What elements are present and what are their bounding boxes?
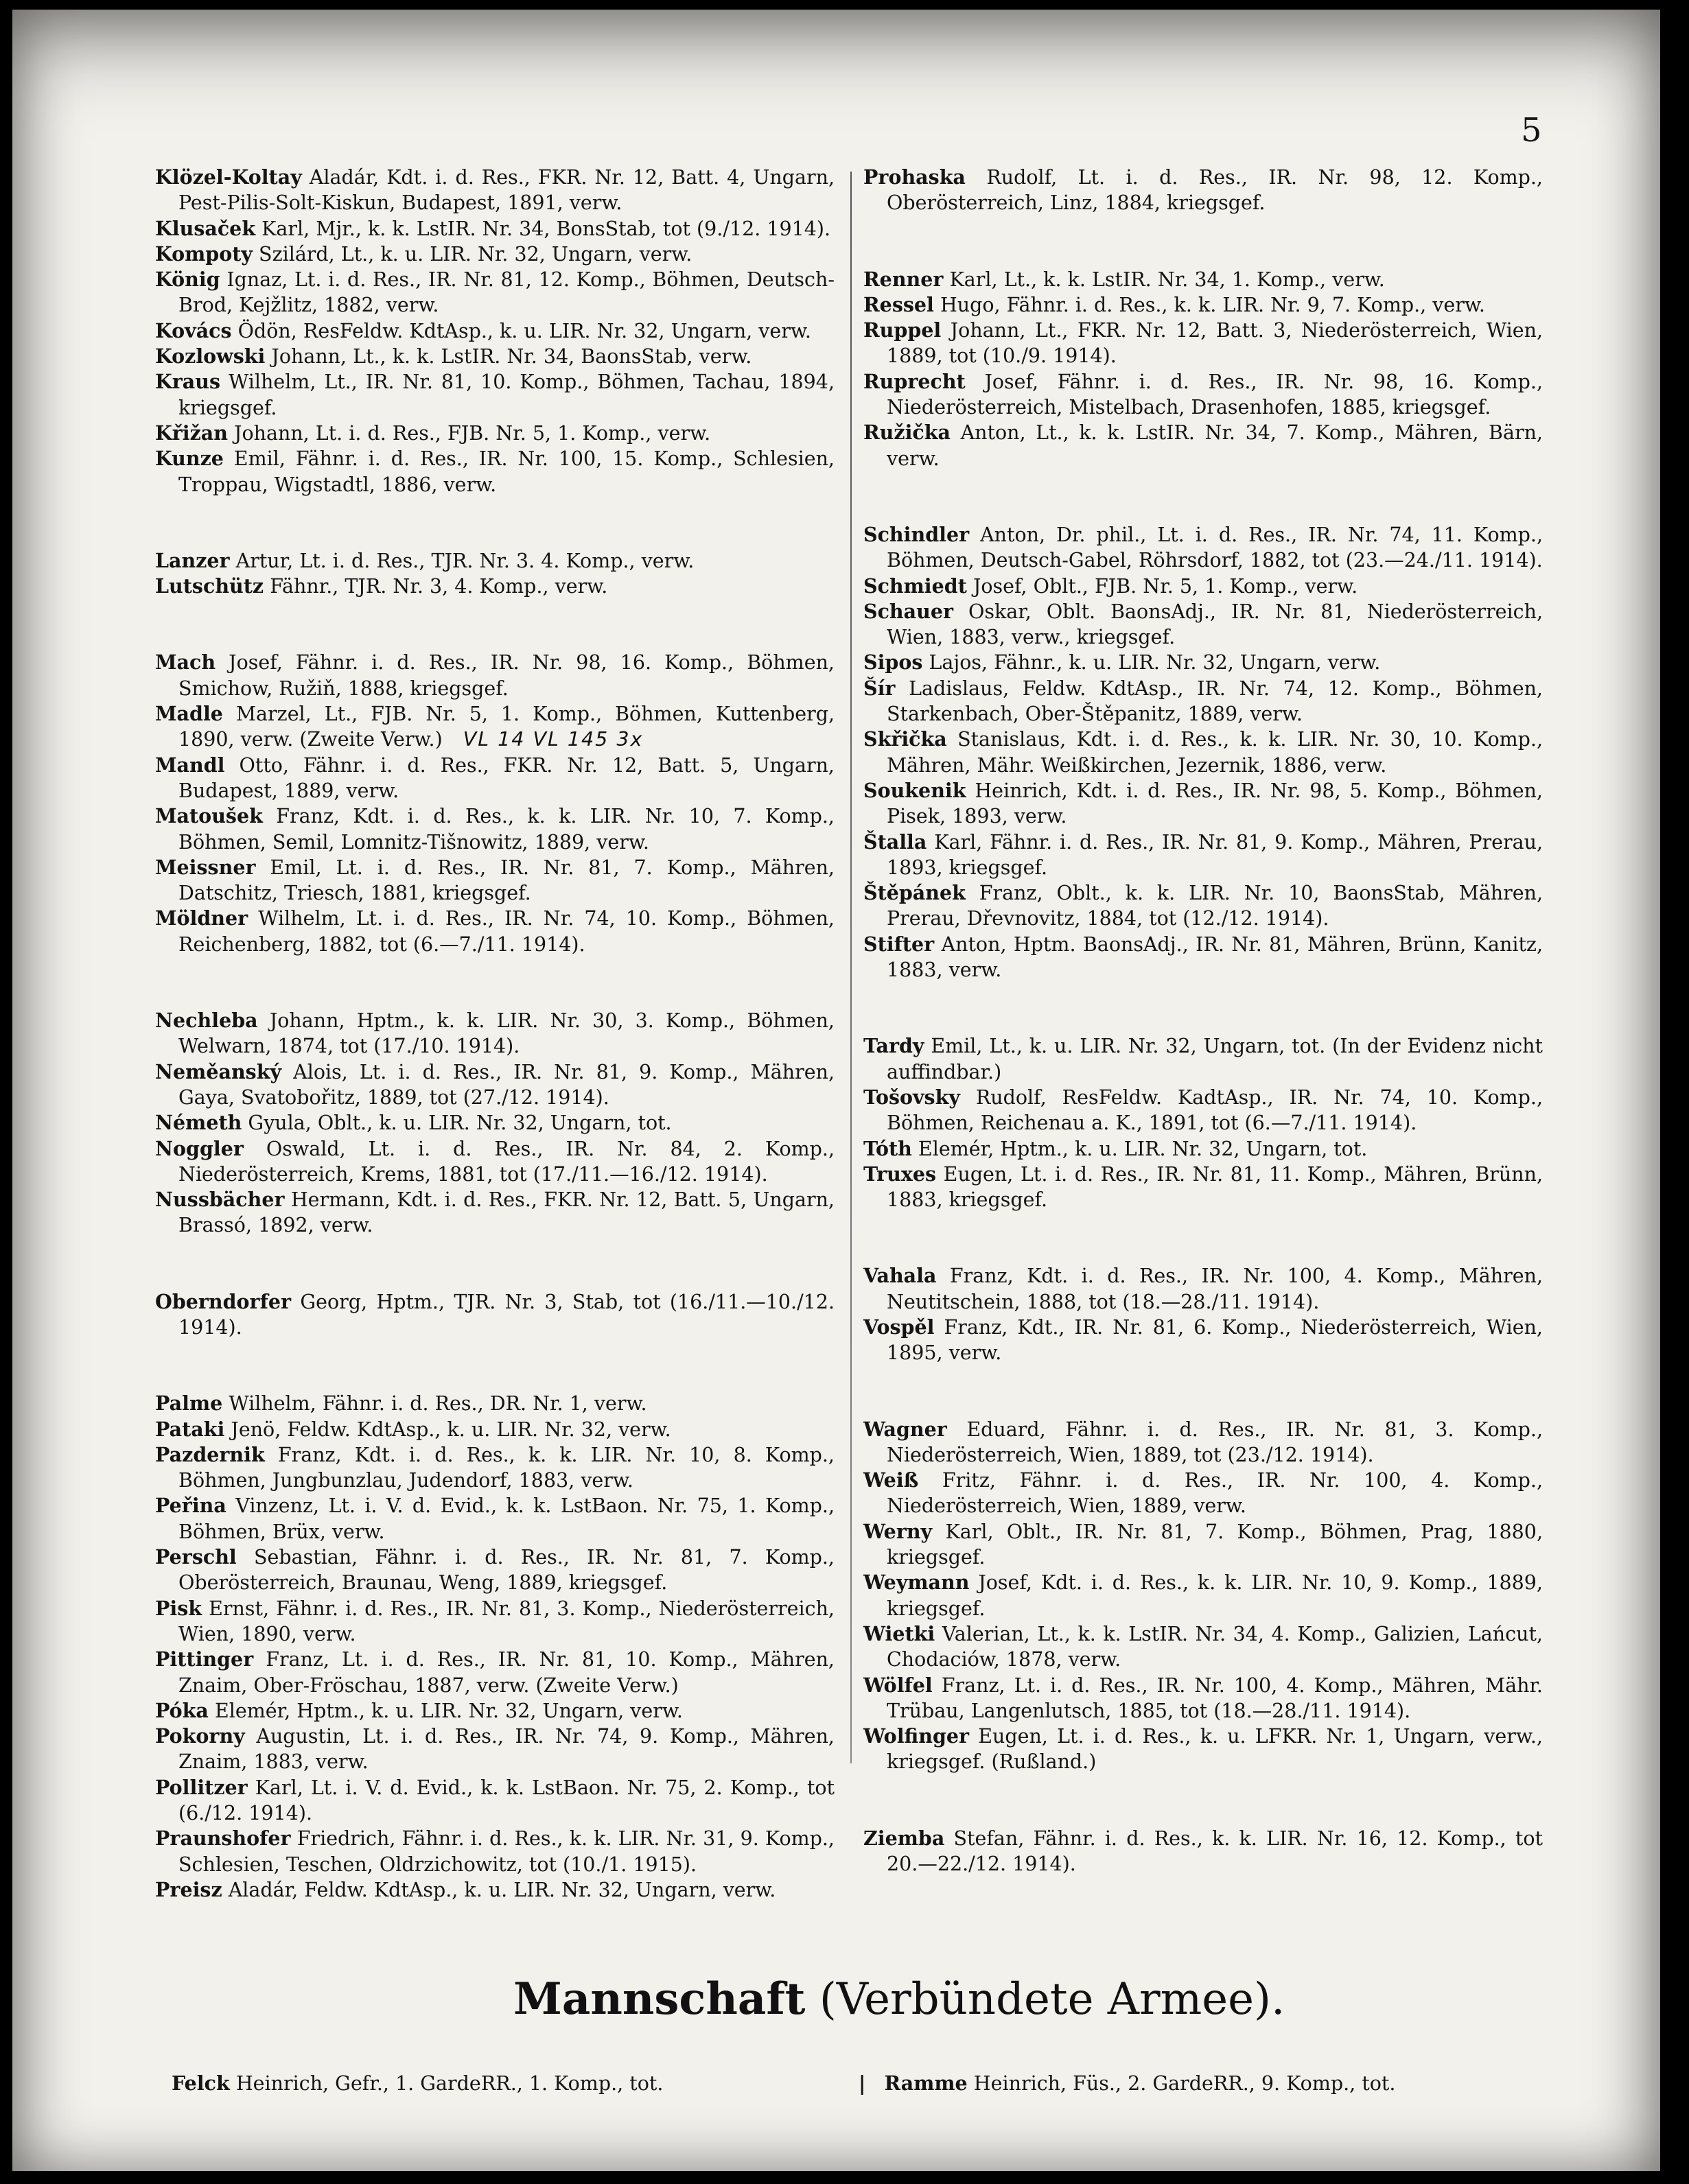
list-entry bbox=[155, 216, 835, 242]
entry-text: Friedrich, Fähnr. i. d. Res., k. k. LIR. Nr. 31, 9. Komp., Schlesien, Teschen, Oldrzichowitz, tot (10./1. 1915). bbox=[178, 1827, 835, 1876]
entry-text: Franz, Lt. i. d. Res., IR. Nr. 100, 4. Komp., Mähren, Mähr. Trübau, Langenlutsch, 1885, tot (18.—28./11. 1914). bbox=[887, 1674, 1543, 1722]
entry-name: Wölfel bbox=[863, 1673, 933, 1697]
entry-name: Truxes bbox=[863, 1162, 937, 1186]
entry-text: Franz, Kdt., IR. Nr. 81, 6. Komp., Niederösterreich, Wien, 1895, verw. bbox=[887, 1315, 1543, 1365]
entry-text: Vinzenz, Lt. i. V. d. Evid., k. k. LstBaon. Nr. 75, 1. Komp., Böhmen, Brüx, verw. bbox=[178, 1494, 835, 1543]
section-gap bbox=[863, 983, 1543, 1033]
entry-name: Kozlowski bbox=[155, 344, 266, 368]
entry-name: Klözel-Koltay bbox=[155, 165, 302, 189]
list-entry bbox=[863, 522, 1543, 574]
entry-name: Šír bbox=[863, 676, 896, 700]
entry-text: Karl, Lt. i. V. d. Evid., k. k. LstBaon. Nr. 75, 2. Komp., tot (6./12. 1914). bbox=[178, 1776, 835, 1825]
entry-text: Augustin, Lt. i. d. Res., IR. Nr. 74, 9. Komp., Mähren, Znaim, 1883, verw. bbox=[178, 1725, 835, 1774]
entry-text: Josef, Kdt. i. d. Res., k. k. LIR. Nr. 10, 9. Komp., 1889, kriegsgef. bbox=[887, 1571, 1543, 1620]
entry-name: Felck bbox=[172, 2071, 230, 2095]
list-entry bbox=[863, 1315, 1543, 1366]
page-number: 5 bbox=[1521, 111, 1542, 150]
entry-name: Peřina bbox=[155, 1494, 226, 1518]
right-column bbox=[863, 165, 1543, 1877]
entry-name: Tošovsky bbox=[863, 1085, 960, 1109]
entry-text: Alois, Lt. i. d. Res., IR. Nr. 81, 9. Komp., Mähren, Gaya, Svatobořitz, 1889, tot (27./12. 1914). bbox=[178, 1060, 835, 1109]
entry-name: Nechleba bbox=[155, 1009, 258, 1033]
entry-name: Tóth bbox=[863, 1136, 912, 1160]
list-entry bbox=[155, 548, 835, 574]
entry-text: Eugen, Lt. i. d. Res., k. u. LFKR. Nr. 1, Ungarn, verw., kriegsgef. (Rußland.) bbox=[887, 1725, 1543, 1774]
list-entry bbox=[863, 574, 1543, 599]
entry-text: Franz, Kdt. i. d. Res., IR. Nr. 100, 4. Komp., Mähren, Neutitschein, 1888, tot (18.—28./11. 1914). bbox=[887, 1265, 1543, 1313]
entry-text: Wilhelm, Lt., IR. Nr. 81, 10. Komp., Böhmen, Tachau, 1894, kriegsgef. bbox=[178, 371, 835, 419]
entry-name: Meissner bbox=[155, 855, 256, 879]
entry-name: Ziemba bbox=[863, 1826, 945, 1850]
list-entry bbox=[863, 1621, 1543, 1673]
entry-name: Vahala bbox=[863, 1264, 937, 1288]
entry-name: Štěpánek bbox=[863, 881, 966, 905]
section-gap bbox=[155, 1238, 835, 1289]
entry-name: Vospěl bbox=[863, 1315, 935, 1339]
list-entry bbox=[155, 1647, 835, 1698]
entry-text: Stanislaus, Kdt. i. d. Res., k. k. LIR. Nr. 30, 10. Komp., Mähren, Mähr. Weißkirchen, Jezernik, 1886, verw. bbox=[887, 728, 1543, 777]
entry-text: Ladislaus, Feldw. KdtAsp., IR. Nr. 74, 12. Komp., Böhmen, Starkenbach, Ober-Štěpanitz, 1889, verw. bbox=[887, 677, 1543, 726]
entry-name: Skřička bbox=[863, 727, 947, 751]
entry-text: Franz, Lt. i. d. Res., IR. Nr. 81, 10. Komp., Mähren, Znaim, Ober-Fröschau, 1887, verw. (Zweite Verw.) bbox=[178, 1648, 835, 1697]
list-entry bbox=[155, 906, 835, 957]
list-entry bbox=[863, 1519, 1543, 1571]
entry-name: Póka bbox=[155, 1698, 209, 1722]
entry-name: Möldner bbox=[155, 906, 248, 930]
list-entry bbox=[863, 420, 1543, 471]
list-entry bbox=[863, 1162, 1543, 1213]
entry-name: Praunshofer bbox=[155, 1827, 291, 1851]
entry-name: Wagner bbox=[863, 1417, 947, 1441]
entry-text: Oskar, Oblt. BaonsAdj., IR. Nr. 81, Niederösterreich, Wien, 1883, verw., kriegsgef. bbox=[887, 600, 1544, 649]
list-entry bbox=[863, 676, 1543, 727]
entry-text: Anton, Hptm. BaonsAdj., IR. Nr. 81, Mähren, Brünn, Kanitz, 1883, verw. bbox=[887, 932, 1543, 982]
entry-name: Oberndorfer bbox=[155, 1289, 291, 1313]
entry-name: Lanzer bbox=[155, 548, 230, 572]
entry-text: Emil, Lt., k. u. LIR. Nr. 32, Ungarn, tot. (In der Evidenz nicht auffindbar.) bbox=[887, 1035, 1543, 1083]
entry-name: Pollitzer bbox=[155, 1775, 248, 1799]
entry-text: Gyula, Oblt., k. u. LIR. Nr. 32, Ungarn, tot. bbox=[248, 1112, 672, 1135]
entry-text: Johann, Lt., k. k. LstIR. Nr. 34, BaonsStab, verw. bbox=[271, 345, 752, 368]
section-gap bbox=[863, 1366, 1543, 1417]
list-entry bbox=[155, 318, 835, 344]
list-entry bbox=[155, 1110, 835, 1136]
list-entry bbox=[155, 1391, 835, 1416]
entry-name: Neměanský bbox=[155, 1059, 282, 1083]
entry-name: Werny bbox=[863, 1519, 933, 1543]
entry-name: Soukenik bbox=[863, 778, 966, 802]
entry-text: Szilárd, Lt., k. u. LIR. Nr. 32, Ungarn, verw. bbox=[259, 242, 692, 266]
section-gap bbox=[155, 957, 835, 1008]
list-entry bbox=[863, 1724, 1543, 1775]
entry-name: Prohaska bbox=[863, 165, 966, 189]
entry-name: Křižan bbox=[155, 421, 228, 445]
entry-name: Noggler bbox=[155, 1136, 244, 1160]
entry-name: Weymann bbox=[863, 1571, 970, 1595]
entry-name: Ramme bbox=[884, 2071, 968, 2095]
list-entry bbox=[863, 880, 1543, 932]
list-entry bbox=[863, 650, 1543, 675]
list-entry bbox=[155, 446, 835, 497]
entry-name: Mandl bbox=[155, 753, 225, 777]
list-entry bbox=[155, 1289, 835, 1341]
list-entry bbox=[155, 574, 835, 599]
entry-name: Kunze bbox=[155, 447, 224, 471]
list-entry bbox=[863, 165, 1543, 216]
entry-text: Hugo, Fähnr. i. d. Res., k. k. LIR. Nr. 9, 7. Komp., verw. bbox=[940, 293, 1485, 316]
list-entry bbox=[155, 1775, 835, 1827]
entry-text: Georg, Hptm., TJR. Nr. 3, Stab, tot (16./11.—10./12. 1914). bbox=[178, 1290, 835, 1339]
entry-text: Johann, Hptm., k. k. LIR. Nr. 30, 3. Komp., Böhmen, Welwarn, 1874, tot (17./10. 1914). bbox=[178, 1009, 835, 1058]
document-page bbox=[12, 10, 1660, 2171]
entry-text: Ignaz, Lt. i. d. Res., IR. Nr. 81, 12. Komp., Böhmen, Deutsch-Brod, Kejžlitz, 1882, verw. bbox=[178, 268, 835, 317]
entry-name: Tardy bbox=[863, 1034, 924, 1058]
list-entry bbox=[155, 1187, 835, 1238]
entry-name: Németh bbox=[155, 1111, 242, 1135]
entry-text: Aladár, Feldw. KdtAsp., k. u. LIR. Nr. 32, Ungarn, verw. bbox=[228, 1878, 776, 1901]
entry-text: Karl, Fähnr. i. d. Res., IR. Nr. 81, 9. Komp., Mähren, Prerau, 1893, kriegsgef. bbox=[887, 830, 1544, 879]
entry-text: Eugen, Lt. i. d. Res., IR. Nr. 81, 11. Komp., Mähren, Brünn, 1883, kriegsgef. bbox=[887, 1162, 1544, 1212]
entry-text: Sebastian, Fähnr. i. d. Res., IR. Nr. 81, 7. Komp., Oberösterreich, Braunau, Weng, 1889, kriegsgef. bbox=[178, 1546, 835, 1595]
list-entry bbox=[155, 1545, 835, 1596]
list-entry bbox=[863, 369, 1543, 421]
list-entry bbox=[155, 1136, 835, 1188]
list-entry bbox=[863, 318, 1543, 369]
entry-name: Wietki bbox=[863, 1621, 935, 1645]
list-entry bbox=[155, 369, 835, 421]
entry-text: Emil, Lt. i. d. Res., IR. Nr. 81, 7. Komp., Mähren, Datschitz, Triesch, 1881, kriegsgef. bbox=[178, 856, 835, 905]
entry-text: Karl, Lt., k. k. LstIR. Nr. 34, 1. Komp., verw. bbox=[949, 268, 1385, 291]
entry-text: Stefan, Fähnr. i. d. Res., k. k. LIR. Nr. 16, 12. Komp., tot 20.—22./12. 1914). bbox=[887, 1827, 1543, 1876]
entry-name: Madle bbox=[155, 702, 223, 726]
entry-text: Ernst, Fähnr. i. d. Res., IR. Nr. 81, 3. Komp., Niederösterreich, Wien, 1890, verw. bbox=[178, 1597, 835, 1645]
entry-text: Josef, Oblt., FJB. Nr. 5, 1. Komp., verw. bbox=[972, 574, 1358, 598]
entry-text: Karl, Mjr., k. k. LstIR. Nr. 34, BonsStab, tot (9./12. 1914). bbox=[261, 217, 831, 240]
bottom-entry-left bbox=[172, 2071, 663, 2095]
list-entry bbox=[863, 1136, 1543, 1162]
entry-text: Marzel, Lt., FJB. Nr. 5, 1. Komp., Böhmen, Kuttenberg, 1890, verw. (Zweite Verw.) bbox=[178, 703, 835, 751]
entry-text: Josef, Fähnr. i. d. Res., IR. Nr. 98, 16. Komp., Böhmen, Smichow, Ružiň, 1888, kriegsgef. bbox=[178, 651, 835, 700]
entry-name: Perschl bbox=[155, 1545, 237, 1569]
list-entry bbox=[863, 1673, 1543, 1724]
bottom-entry-right bbox=[859, 2071, 1395, 2095]
entry-text: Oswald, Lt. i. d. Res., IR. Nr. 84, 2. Komp., Niederösterreich, Krems, 1881, tot (17./11.—16./12. 1914). bbox=[178, 1137, 835, 1186]
entry-name: Ružička bbox=[863, 421, 951, 445]
list-entry bbox=[155, 1877, 835, 1903]
list-entry bbox=[155, 1826, 835, 1877]
list-entry bbox=[863, 1570, 1543, 1621]
entry-name: Stifter bbox=[863, 932, 935, 956]
separator-bar: | bbox=[859, 2071, 866, 2095]
list-entry bbox=[863, 1085, 1543, 1136]
column-divider bbox=[850, 172, 852, 1763]
list-entry bbox=[155, 344, 835, 369]
entry-text: Johann, Lt. i. d. Res., FJB. Nr. 5, 1. Komp., verw. bbox=[234, 421, 711, 445]
entry-text: Anton, Lt., k. k. LstIR. Nr. 34, 7. Komp., Mähren, Bärn, verw. bbox=[887, 421, 1543, 470]
entry-text: Josef, Fähnr. i. d. Res., IR. Nr. 98, 16. Komp., Niederösterreich, Mistelbach, Drasenhofen, 1885, kriegsgef. bbox=[887, 370, 1543, 419]
list-entry bbox=[863, 1033, 1543, 1085]
entry-text: Heinrich, Füs., 2. GardeRR., 9. Komp., tot. bbox=[973, 2072, 1396, 2095]
entry-name: Ruprecht bbox=[863, 369, 966, 393]
list-entry bbox=[863, 1417, 1543, 1468]
list-entry bbox=[155, 650, 835, 701]
entry-text: Johann, Lt., FKR. Nr. 12, Batt. 3, Niederösterreich, Wien, 1889, tot (10./9. 1914). bbox=[887, 319, 1544, 368]
entry-text: Franz, Kdt. i. d. Res., k. k. LIR. Nr. 10, 7. Komp., Böhmen, Semil, Lomnitz-Tišnowitz, 1889, verw. bbox=[178, 805, 835, 854]
handwritten-note: VL 14 VL 145 3x bbox=[463, 728, 644, 751]
list-entry bbox=[863, 1263, 1543, 1315]
entry-name: Schauer bbox=[863, 599, 953, 623]
entry-text: Emil, Fähnr. i. d. Res., IR. Nr. 100, 15. Komp., Schlesien, Troppau, Wigstadtl, 1886, verw. bbox=[178, 447, 835, 496]
list-entry bbox=[863, 727, 1543, 778]
entry-name: Preisz bbox=[155, 1877, 222, 1901]
entry-text: Wilhelm, Fähnr. i. d. Res., DR. Nr. 1, verw. bbox=[229, 1392, 647, 1416]
entry-text: Fähnr., TJR. Nr. 3, 4. Komp., verw. bbox=[270, 575, 608, 598]
section-title-rest: (Verbündete Armee). bbox=[819, 1974, 1285, 2025]
list-entry bbox=[863, 830, 1543, 881]
entry-text: Elemér, Hptm., k. u. LIR. Nr. 32, Ungarn, verw. bbox=[214, 1699, 683, 1722]
entry-name: Matoušek bbox=[155, 804, 263, 828]
list-entry bbox=[155, 701, 835, 753]
entry-text: Jenö, Feldw. KdtAsp., k. u. LIR. Nr. 32, verw. bbox=[231, 1418, 671, 1441]
entry-name: Sipos bbox=[863, 650, 923, 674]
entry-name: Weiß bbox=[863, 1468, 919, 1492]
entry-text: Otto, Fähnr. i. d. Res., FKR. Nr. 12, Batt. 5, Ungarn, Budapest, 1889, verw. bbox=[178, 753, 835, 802]
entry-name: Pokorny bbox=[155, 1724, 245, 1748]
entry-text: Hermann, Kdt. i. d. Res., FKR. Nr. 12, Batt. 5, Ungarn, Brassó, 1892, verw. bbox=[178, 1188, 835, 1237]
entry-name: Renner bbox=[863, 267, 944, 291]
entry-name: Ruppel bbox=[863, 318, 942, 342]
entry-text: Valerian, Lt., k. k. LstIR. Nr. 34, 4. Komp., Galizien, Lańcut, Chodaciów, 1878, verw. bbox=[887, 1622, 1543, 1671]
entry-name: Kovács bbox=[155, 318, 232, 342]
entry-name: Pittinger bbox=[155, 1647, 254, 1671]
entry-text: Wilhelm, Lt. i. d. Res., IR. Nr. 74, 10. Komp., Böhmen, Reichenberg, 1882, tot (6.—7./11. 1914). bbox=[178, 907, 835, 956]
entry-name: Kraus bbox=[155, 370, 221, 394]
list-entry bbox=[863, 599, 1543, 650]
entry-name: Lutschütz bbox=[155, 574, 264, 598]
list-entry bbox=[155, 1008, 835, 1059]
list-entry bbox=[863, 292, 1543, 318]
list-entry bbox=[155, 242, 835, 267]
entry-text: Franz, Kdt. i. d. Res., k. k. LIR. Nr. 10, 8. Komp., Böhmen, Jungbunzlau, Judendorf, 1883, verw. bbox=[178, 1443, 835, 1492]
section-gap bbox=[863, 1775, 1543, 1826]
list-entry bbox=[863, 267, 1543, 292]
section-gap bbox=[155, 599, 835, 650]
entry-text: Ödön, ResFeldw. KdtAsp., k. u. LIR. Nr. 32, Ungarn, verw. bbox=[237, 319, 811, 342]
entry-name: Pataki bbox=[155, 1417, 225, 1441]
entry-name: Štalla bbox=[863, 830, 927, 854]
entry-text: Karl, Oblt., IR. Nr. 81, 7. Komp., Böhmen, Prag, 1880, kriegsgef. bbox=[887, 1520, 1543, 1569]
list-entry bbox=[155, 753, 835, 804]
entry-name: Palme bbox=[155, 1392, 223, 1416]
entry-text: Aladár, Kdt. i. d. Res., FKR. Nr. 12, Batt. 4, Ungarn, Pest-Pilis-Solt-Kiskun, Budapest, 1891, verw. bbox=[178, 166, 835, 215]
entry-text: Eduard, Fähnr. i. d. Res., IR. Nr. 81, 3. Komp., Niederösterreich, Wien, 1889, tot (23./12. 1914). bbox=[887, 1418, 1543, 1466]
section-gap bbox=[863, 471, 1543, 522]
entry-text: Franz, Oblt., k. k. LIR. Nr. 10, BaonsStab, Mähren, Prerau, Dřevnovitz, 1884, tot (12./12. 1914). bbox=[887, 882, 1544, 930]
entry-name: Pisk bbox=[155, 1596, 202, 1620]
list-entry bbox=[155, 1596, 835, 1647]
list-entry bbox=[155, 1059, 835, 1111]
list-entry bbox=[155, 1493, 835, 1545]
left-column bbox=[155, 165, 835, 1903]
entry-text: Heinrich, Gefr., 1. GardeRR., 1. Komp., tot. bbox=[235, 2072, 664, 2095]
list-entry bbox=[863, 932, 1543, 983]
entry-name: Wolfinger bbox=[863, 1724, 970, 1748]
list-entry bbox=[155, 855, 835, 906]
list-entry bbox=[863, 1826, 1543, 1877]
list-entry bbox=[155, 803, 835, 855]
section-gap bbox=[155, 497, 835, 548]
section-title-bold: Mannschaft bbox=[513, 1973, 806, 2025]
list-entry bbox=[155, 1417, 835, 1442]
entry-text: Elemér, Hptm., k. u. LIR. Nr. 32, Ungarn, tot. bbox=[918, 1137, 1368, 1160]
entry-name: Klusaček bbox=[155, 216, 256, 240]
entry-text: Lajos, Fähnr., k. u. LIR. Nr. 32, Ungarn, verw. bbox=[929, 651, 1381, 674]
section-gap bbox=[155, 1340, 835, 1391]
entry-name: Nussbächer bbox=[155, 1188, 285, 1212]
entry-name: Mach bbox=[155, 650, 216, 674]
entry-text: Rudolf, Lt. i. d. Res., IR. Nr. 98, 12. Komp., Oberösterreich, Linz, 1884, kriegsgef. bbox=[887, 166, 1543, 215]
entry-name: Ressel bbox=[863, 292, 934, 316]
list-entry bbox=[155, 1724, 835, 1775]
entry-text: Anton, Dr. phil., Lt. i. d. Res., IR. Nr. 74, 11. Komp., Böhmen, Deutsch-Gabel, Röhrsdorf, 1882, tot (23.—24./11. 1914). bbox=[887, 523, 1543, 572]
entry-text: Rudolf, ResFeldw. KadtAsp., IR. Nr. 74, 10. Komp., Böhmen, Reichenau a. K., 1891, tot (6.—7./11. 1914). bbox=[887, 1085, 1544, 1135]
entry-text: Artur, Lt. i. d. Res., TJR. Nr. 3. 4. Komp., verw. bbox=[235, 549, 695, 572]
entry-text: Heinrich, Kdt. i. d. Res., IR. Nr. 98, 5. Komp., Böhmen, Pisek, 1893, verw. bbox=[887, 779, 1543, 828]
section-gap bbox=[863, 1212, 1543, 1263]
list-entry bbox=[863, 778, 1543, 830]
entry-name: Schindler bbox=[863, 522, 970, 546]
list-entry bbox=[155, 165, 835, 216]
list-entry bbox=[155, 267, 835, 318]
entry-name: Schmiedt bbox=[863, 574, 967, 598]
list-entry bbox=[863, 1468, 1543, 1519]
entry-text: Fritz, Fähnr. i. d. Res., IR. Nr. 100, 4. Komp., Niederösterreich, Wien, 1889, verw. bbox=[887, 1469, 1544, 1518]
section-title bbox=[513, 1973, 1285, 2025]
list-entry bbox=[155, 421, 835, 446]
entry-name: Kompoty bbox=[155, 242, 253, 266]
list-entry bbox=[155, 1442, 835, 1494]
entry-name: Pazdernik bbox=[155, 1442, 265, 1466]
entry-name: König bbox=[155, 268, 220, 292]
list-entry bbox=[155, 1698, 835, 1724]
section-gap bbox=[863, 216, 1543, 267]
